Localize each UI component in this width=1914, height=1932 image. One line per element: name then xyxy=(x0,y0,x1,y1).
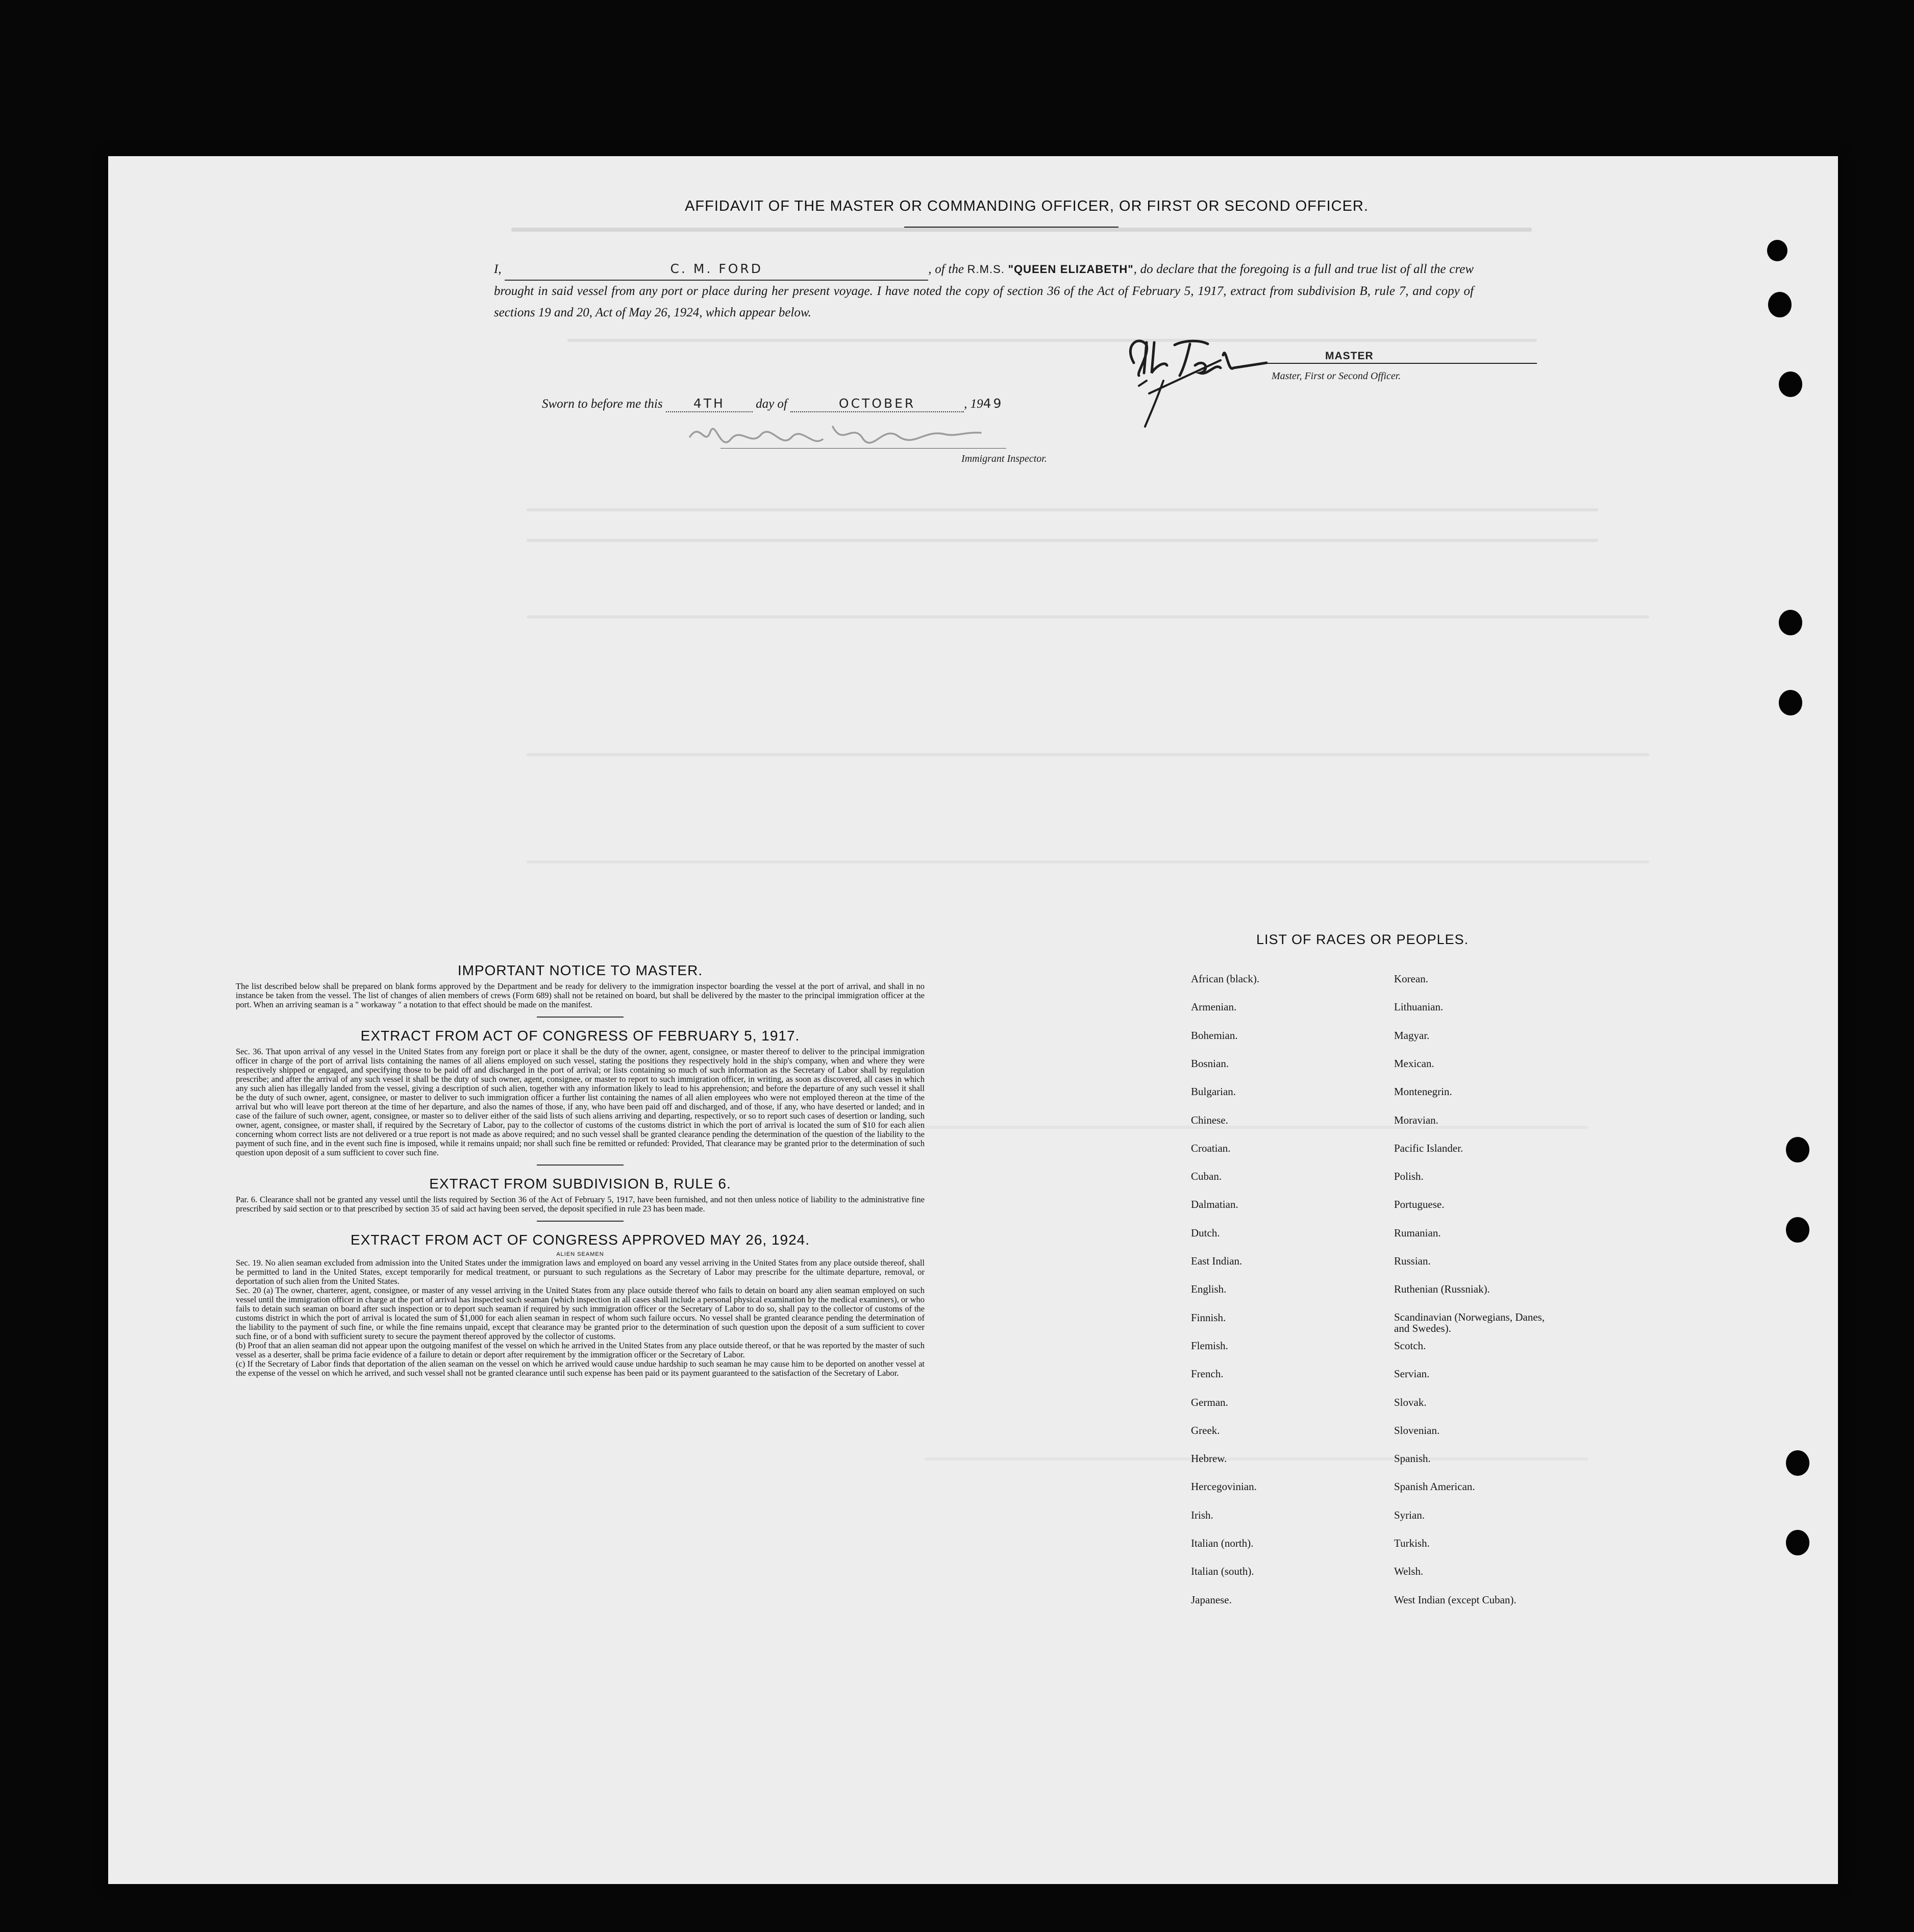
race-entry: Bohemian. xyxy=(1191,1029,1238,1042)
race-entry: Hebrew. xyxy=(1191,1452,1227,1465)
bleed-through-text xyxy=(527,539,1598,542)
race-entry: Spanish American. xyxy=(1394,1480,1475,1493)
race-entry: Italian (south). xyxy=(1191,1565,1254,1578)
inspector-caption: Immigrant Inspector. xyxy=(961,453,1047,464)
inspector-signature-line xyxy=(720,448,1006,449)
alien-seamen-subheading: ALIEN SEAMEN xyxy=(556,1251,604,1257)
extract-1924-paragraph: Sec. 20 (a) The owner, charterer, agent, consignee, or master of any vessel arriving in the United States from any place outside thereof who fails to detain on board any alien seaman employed on such vessel until the immigration officer in charge at the port of arrival has inspected such seaman (which inspection in all cases shall include a personal physical examination by the medical examiners), or who fails to detain such seaman on board after such inspection or to deport such seaman if required by such immigration officer or the Secretary of Labor to do so, shall pay to the collector of customs of the customs district in which the port of arrival is located the sum of $1,000 for each alien seaman in respect of whom such failure occurs. No vessel shall be granted clearance pending the determination of the liability to the payment of such fine, or while the fine remains unpaid, except that clearance may be granted prior to the determination of such question upon the deposit of a sum sufficient to cover such fine, or of a bond with sufficient surety to secure the payment thereof approved by the collector of customs. xyxy=(236,1285,925,1341)
sworn-line xyxy=(542,396,1003,412)
race-entry: German. xyxy=(1191,1396,1228,1408)
race-entry: Syrian. xyxy=(1394,1508,1425,1521)
affidavit-body xyxy=(494,258,1474,324)
sworn-day-field xyxy=(666,396,753,412)
race-entry: Moravian. xyxy=(1394,1113,1438,1126)
bleed-through-text xyxy=(925,1126,1588,1129)
race-entry: Pacific Islander. xyxy=(1394,1142,1463,1154)
race-entry: Italian (north). xyxy=(1191,1537,1254,1549)
punch-hole xyxy=(1768,292,1792,317)
races-heading: LIST OF RACES OR PEOPLES. xyxy=(1256,932,1469,947)
section-divider xyxy=(537,1221,624,1222)
race-entry: Mexican. xyxy=(1394,1057,1434,1070)
race-entry: Scandinavian (Norwegians, Danes, and Swedes). xyxy=(1394,1310,1545,1334)
race-entry: Korean. xyxy=(1394,973,1429,985)
punch-hole xyxy=(1786,1530,1809,1555)
race-entry: Turkish. xyxy=(1394,1537,1430,1549)
punch-hole xyxy=(1779,690,1802,715)
race-entry: Dutch. xyxy=(1191,1226,1220,1239)
race-entry: West Indian (except Cuban). xyxy=(1394,1593,1517,1606)
bleed-through-text xyxy=(567,339,1537,342)
race-entry: Magyar. xyxy=(1394,1029,1430,1042)
extract-rule6-heading: EXTRACT FROM SUBDIVISION B, RULE 6. xyxy=(429,1176,731,1192)
race-entry: Spanish. xyxy=(1394,1452,1431,1465)
race-entry: Scotch. xyxy=(1394,1339,1426,1352)
race-entry: Portuguese. xyxy=(1394,1198,1445,1211)
bleed-through-text xyxy=(527,860,1649,863)
of-the-text: , of the xyxy=(928,262,964,276)
punch-hole xyxy=(1779,610,1802,635)
master-signature-line xyxy=(1261,363,1537,364)
extract-1917-text: Sec. 36. That upon arrival of any vessel in the United States from any foreign port or place it shall be the duty of the owner, agent, consignee, or master thereof to deliver to the principal immigration officer in charge of the port of arrival lists containing the names of all aliens employed on such vessel, stating the positions they respectively hold in the ship's company, when and where they were respectively shipped or engaged, and specifying those to be paid off and discharged in the port of arrival; or lists containing so much of such information as the Secretary of Labor shall by regulation prescribe; and after the arrival of any such vessel it shall be the duty of such owner, agent, consignee, or master to report to such immigration officer, in writing, as soon as discovered, all cases in which any such alien has illegally landed from the vessel, giving a description of such alien, together with any information likely to lead to his apprehension; and before the departure of any such vessel it shall be the duty of such owner, agent, consignee, or master to deliver to such immigration officer a further list containing the names of all alien employees who were not employed thereon at the time of the arrival but who will leave port thereon at the time of her departure, and also the names of those, if any, who have been paid off and discharged, and of those, if any, who have deserted or landed; and in case of the failure of such owner, agent, consignee, or master so to deliver either of the said lists of such aliens arriving and departing, respectively, or so to report such cases of desertion or landing, such owner, agent, consignee, or master shall, if required by the Secretary of Labor, pay to the collector of customs of the customs district in which the port of arrival is located the sum of $10 for each alien concerning whom correct lists are not delivered or a true report is not made as above required; and no such vessel shall be granted clearance pending the determination of the question of the liability to the payment of such fine, and in the event such fine is imposed, while it remains unpaid; nor shall such fine be remitted or refunded: Provided, That clearance may be granted prior to the determination of such question upon deposit of a sum sufficient to cover such fine. xyxy=(236,1047,925,1157)
race-entry: French. xyxy=(1191,1368,1224,1380)
race-entry: East Indian. xyxy=(1191,1255,1242,1267)
race-entry: Servian. xyxy=(1394,1368,1430,1380)
affidavit-statement: that the foregoing is a full and true list of all the crew brought in said vessel from any port or place during her present voyage. I have noted the copy of section 36 of the Act of February 5, 1917, extract from subdivision B, rule 7, and copy of sections 19 and 20, Act of May 26, 1924, which appear below. xyxy=(494,262,1474,319)
race-entry: Ruthenian (Russniak). xyxy=(1394,1283,1490,1296)
race-entry: Croatian. xyxy=(1191,1142,1231,1154)
extract-1924-paragraph: (c) If the Secretary of Labor finds that deportation of the alien seaman on the vessel on which he arrived would cause undue hardship to such seaman he may cause him to be deported on another vessel at the expense of the vessel on which he arrived, and such vessel shall not be granted clearance until such expense has been paid or its payment guaranteed to the satisfaction of the Secretary of Labor. xyxy=(236,1359,925,1378)
race-entry: Polish. xyxy=(1394,1170,1424,1183)
document-sheet xyxy=(108,156,1838,1884)
declare-text: , do declare xyxy=(1133,262,1195,276)
day-of-text: day of xyxy=(756,397,787,411)
sworn-prefix: Sworn to before me this xyxy=(542,397,663,411)
extract-1924-paragraph: Sec. 19. No alien seaman excluded from admission into the United States under the immigration laws and employed on board any vessel arriving in the United States from any place outside thereof, shall be permitted to land in the United States, except temporarily for medical treatment, or pursuant to such regulations as the Secretary of Labor may prescribe for the ultimate departure, removal, or deportation of such alien from the United States. xyxy=(236,1258,925,1286)
sworn-day: 4TH xyxy=(693,396,725,411)
race-entry: Welsh. xyxy=(1394,1565,1424,1578)
race-entry: Russian. xyxy=(1394,1255,1431,1267)
punch-hole xyxy=(1779,371,1802,397)
ship-prefix: R.M.S. xyxy=(967,263,1005,276)
notice-text: The list described below shall be prepared on blank forms approved by the Department and be ready for delivery to the immigration inspector boarding the vessel at the port of arrival, and shall in no instance be taken from the vessel. The list of changes of alien members of crews (Form 689) shall not be retained on board, but shall be delivered by the master to the principal immigration officer at the port. When an arriving seaman is a " workaway " a notation to that effect should be made on the manifest. xyxy=(236,981,925,1009)
race-entry: Chinese. xyxy=(1191,1113,1228,1126)
race-entry: Armenian. xyxy=(1191,1001,1237,1013)
race-entry: Greek. xyxy=(1191,1424,1220,1436)
race-entry: Rumanian. xyxy=(1394,1226,1441,1239)
inspector-signature xyxy=(680,411,996,462)
section-divider xyxy=(537,1165,624,1166)
notice-heading: IMPORTANT NOTICE TO MASTER. xyxy=(457,962,703,978)
sworn-mark xyxy=(1139,376,1170,432)
bleed-through-text xyxy=(925,1457,1588,1460)
sworn-month-field xyxy=(790,396,964,412)
bleed-through-text xyxy=(527,508,1598,511)
race-entry: Dalmatian. xyxy=(1191,1198,1238,1211)
master-caption: Master, First or Second Officer. xyxy=(1272,370,1401,382)
master-label: MASTER xyxy=(1325,350,1374,362)
sworn-year: 49 xyxy=(983,396,1004,411)
punch-hole xyxy=(1786,1137,1809,1162)
race-entry: Slovak. xyxy=(1394,1396,1427,1408)
race-entry: Flemish. xyxy=(1191,1339,1228,1352)
punch-hole xyxy=(1786,1217,1809,1243)
race-entry: Finnish. xyxy=(1191,1311,1226,1324)
notices-column xyxy=(236,962,925,1378)
section-divider xyxy=(537,1017,624,1018)
affidavit-intro: I, xyxy=(494,262,502,276)
race-entry: Montenegrin. xyxy=(1394,1085,1452,1098)
title-rule xyxy=(904,227,1118,228)
extract-1924-paragraph: (b) Proof that an alien seaman did not appear upon the outgoing manifest of the vessel on which he arrived in the United States from any place outside thereof, or that he was reported by the master of such vessel as a deserter, shall be prima facie evidence of a failure to detain or deport after requirement by the immigration officer or the Secretary of Labor. xyxy=(236,1341,925,1359)
race-entry: Irish. xyxy=(1191,1508,1213,1521)
extract-1917-heading: EXTRACT FROM ACT OF CONGRESS OF FEBRUARY 5, 1917. xyxy=(360,1028,800,1044)
bleed-through-text xyxy=(511,228,1532,232)
race-entry: Cuban. xyxy=(1191,1170,1222,1183)
bleed-through-text xyxy=(527,615,1649,618)
extract-rule6-text: Par. 6. Clearance shall not be granted any vessel until the lists required by Section 36 of the Act of February 5, 1917, have been furnished, and not then unless notice of liability to the administrative fine prescribed by said section or to that prescribed by section 35 of said act having been served, the deposit specified in rule 23 has been made. xyxy=(236,1195,925,1213)
punch-hole xyxy=(1767,240,1787,261)
affidavit-title: AFFIDAVIT OF THE MASTER OR COMMANDING OFFICER, OR FIRST OR SECOND OFFICER. xyxy=(685,198,1369,214)
punch-hole xyxy=(1786,1450,1809,1476)
race-entry: African (black). xyxy=(1191,973,1260,985)
master-name: C. M. FORD xyxy=(670,261,763,276)
race-entry: Bosnian. xyxy=(1191,1057,1229,1070)
ship-name: "QUEEN ELIZABETH" xyxy=(1008,263,1134,276)
race-entry: Bulgarian. xyxy=(1191,1085,1236,1098)
race-entry: Hercegovinian. xyxy=(1191,1480,1257,1493)
master-name-field xyxy=(505,258,928,281)
race-entry: Slovenian. xyxy=(1394,1424,1440,1436)
year-prefix: , 19 xyxy=(964,397,983,411)
bleed-through-text xyxy=(527,753,1649,756)
extract-1924-heading: EXTRACT FROM ACT OF CONGRESS APPROVED MAY 26, 1924. xyxy=(350,1232,810,1248)
race-entry: Lithuanian. xyxy=(1394,1001,1444,1013)
sworn-month: OCTOBER xyxy=(838,396,916,411)
race-entry: Japanese. xyxy=(1191,1593,1232,1606)
race-entry: English. xyxy=(1191,1283,1227,1296)
